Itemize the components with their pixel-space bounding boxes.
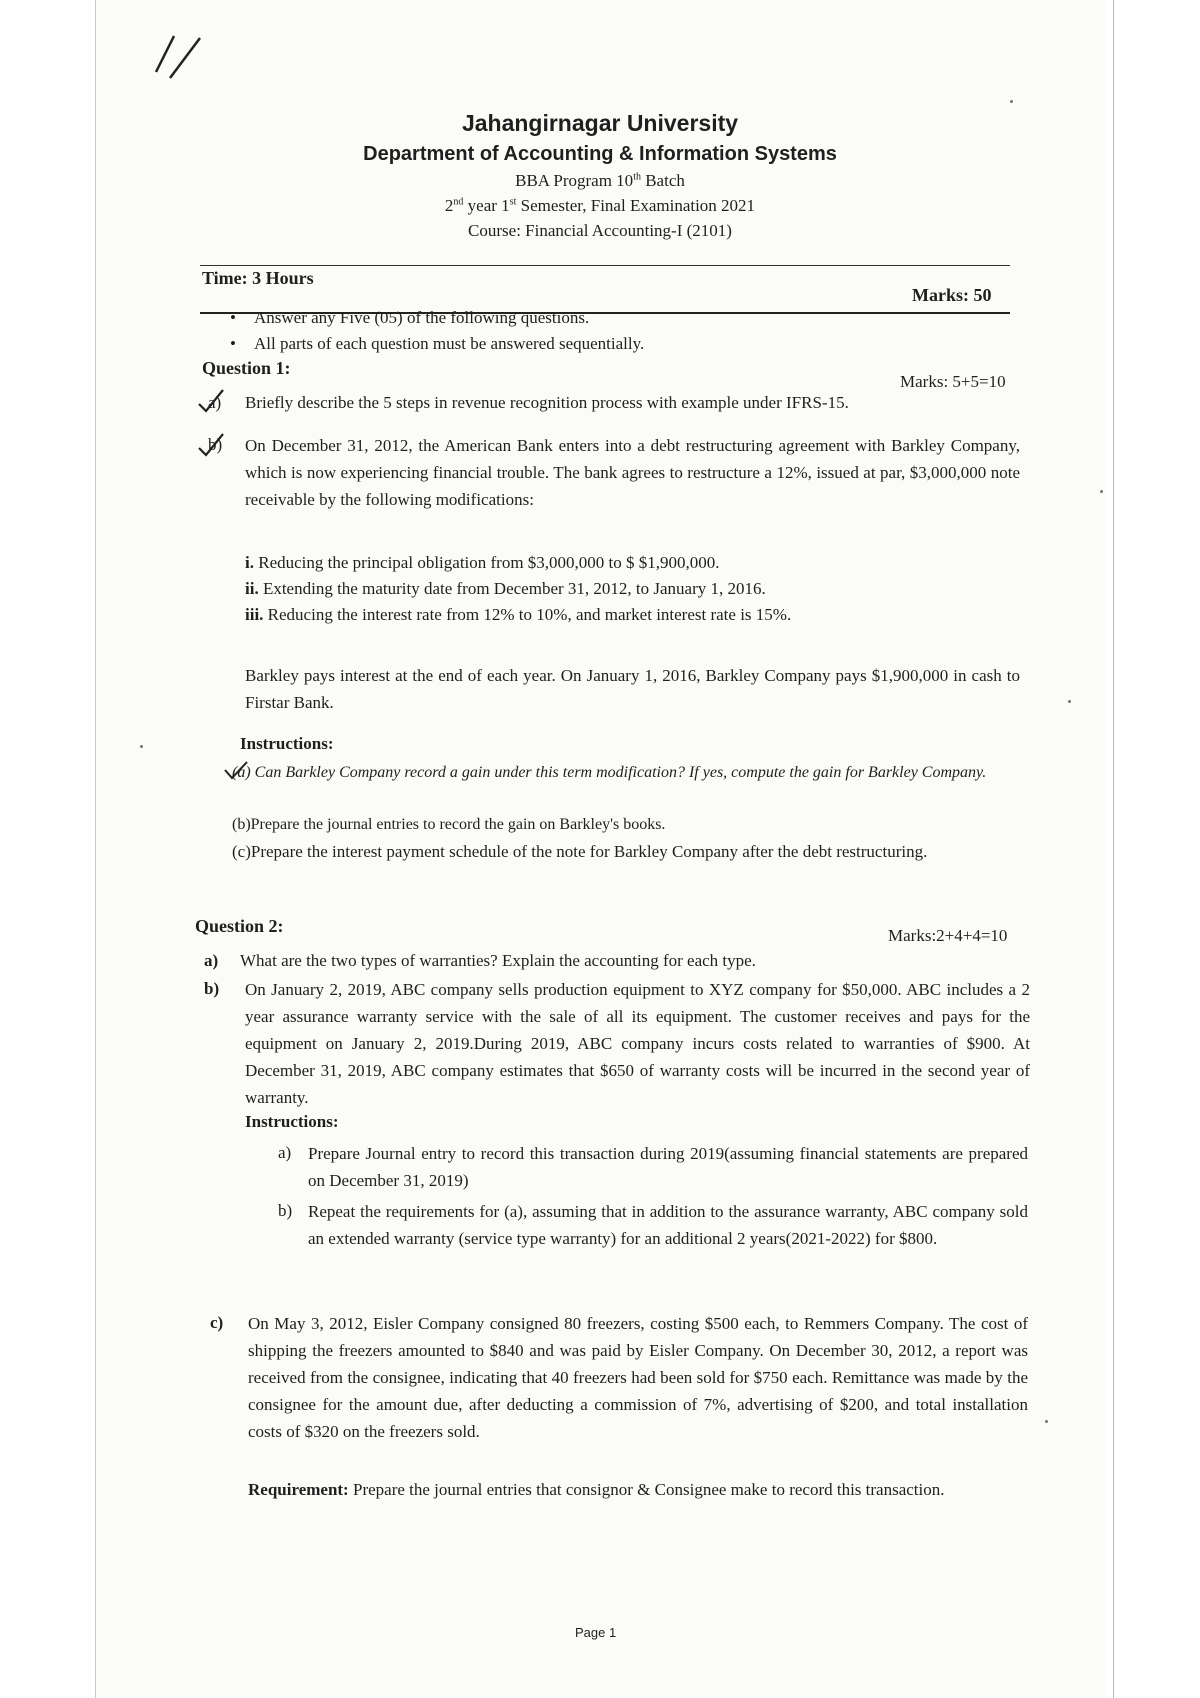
q2-inst-b-label: b) bbox=[278, 1201, 293, 1220]
instruction-item: • All parts of each question must be answered sequentially. bbox=[230, 334, 645, 353]
modification-item: iii. Reducing the interest rate from 12% to 10%, and market interest rate is 15%. bbox=[245, 605, 792, 624]
q1-modifications bbox=[245, 550, 1025, 628]
q2-a-text: What are the two types of warranties? Explain the accounting for each type. bbox=[240, 951, 756, 970]
scan-speck bbox=[1068, 700, 1071, 703]
q1-marks: Marks: 5+5=10 bbox=[900, 372, 1006, 391]
q1-payment-text: Barkley pays interest at the end of each year. On January 1, 2016, Barkley Company pays $1,900,000 in cash to Firstar Bank. bbox=[245, 666, 1020, 712]
program-line: BBA Program 10th Batch bbox=[515, 171, 685, 190]
q2-a-label: a) bbox=[204, 951, 219, 970]
scan-speck bbox=[1010, 100, 1013, 103]
q1-title: Question 1: bbox=[202, 358, 291, 378]
q2-inst-a-label: a) bbox=[278, 1143, 292, 1162]
q1-b-text: On December 31, 2012, the American Bank enters into a debt restructuring agreement with Barkley Company, which is now experiencing financial trouble. The bank agrees to restructure a 12%, issued at par, $3,000,000 note receivable by the following modifications: bbox=[245, 436, 1020, 509]
q2-c-text: On May 3, 2012, Eisler Company consigned 80 freezers, costing $500 each, to Remmers Company. The cost of shipping the freezers amounted to $840 and was paid by Eisler Company. On December 30, 2012, a report was received from the consignee, indicating that 40 freezers had been sold for $750 each. Remittance was made by the consignee for the amount due, after deducting a commission of 7%, advertising of $200, and total installation costs of $320 on the freezers sold. bbox=[248, 1314, 1028, 1441]
q2-c-label: c) bbox=[210, 1313, 224, 1332]
exam-time: Time: 3 Hours bbox=[202, 268, 314, 288]
q2-b-label: b) bbox=[204, 979, 220, 998]
q1-instruction-b: (b)Prepare the journal entries to record the gain on Barkley's books. bbox=[232, 816, 666, 833]
q2-requirement: Requirement: Prepare the journal entries that consignor & Consignee make to record this transaction. bbox=[248, 1480, 945, 1499]
scan-speck bbox=[1045, 1420, 1048, 1423]
exam-header bbox=[95, 110, 1105, 241]
instruction-item: • Answer any Five (05) of the following questions. bbox=[230, 308, 590, 327]
q2-title: Question 2: bbox=[195, 916, 284, 936]
q1-instructions-title: Instructions: bbox=[240, 734, 334, 753]
q2-instructions-title: Instructions: bbox=[245, 1112, 339, 1131]
exam-total-marks: Marks: 50 bbox=[912, 285, 992, 305]
modification-item: i. Reducing the principal obligation from $3,000,000 to $ $1,900,000. bbox=[245, 553, 720, 572]
scan-speck bbox=[1100, 490, 1103, 493]
department-name: Department of Accounting & Information Systems bbox=[363, 143, 837, 165]
q1-instruction-a: (a) Can Barkley Company record a gain under this term modification? If yes, compute the gain for Barkley Company. bbox=[232, 764, 987, 781]
q2-b-text: On January 2, 2019, ABC company sells production equipment to XYZ company for $50,000. ABC includes a 2 year assurance warranty service with the sale of all its equipment. The customer receives and pays for the equipment on January 2, 2019.During 2019, ABC company incurs costs related to warranties of $900. At December 31, 2019, ABC company estimates that $650 of warranty costs will be incurred in the second year of warranty. bbox=[245, 980, 1030, 1107]
handwritten-mark bbox=[148, 30, 208, 80]
q2-marks: Marks:2+4+4=10 bbox=[888, 926, 1008, 945]
scan-speck bbox=[140, 745, 143, 748]
modification-item: ii. Extending the maturity date from December 31, 2012, to January 1, 2016. bbox=[245, 579, 766, 598]
q1-b-label: b) bbox=[208, 435, 223, 454]
q1-a-text: Briefly describe the 5 steps in revenue recognition process with example under IFRS-15. bbox=[245, 393, 849, 412]
q2-inst-a-text: Prepare Journal entry to record this transaction during 2019(assuming financial statements are prepared on December 31, 2019) bbox=[308, 1144, 1028, 1190]
q1-a-label: a) bbox=[208, 393, 222, 412]
time-marks-rule bbox=[200, 265, 1010, 314]
page-number: Page 1 bbox=[575, 1625, 617, 1640]
q2-inst-b-text: Repeat the requirements for (a), assuming that in addition to the assurance warranty, ABC company sold an extended warranty (service type warranty) for an additional 2 years(2021-2022) for $800. bbox=[308, 1202, 1028, 1248]
course-line: Course: Financial Accounting-I (2101) bbox=[468, 221, 732, 240]
university-name: Jahangirnagar University bbox=[461, 110, 739, 136]
semester-line: 2nd year 1st Semester, Final Examination 2021 bbox=[444, 196, 756, 215]
q1-instruction-c: (c)Prepare the interest payment schedule of the note for Barkley Company after the debt restructuring. bbox=[232, 842, 928, 861]
general-instructions bbox=[230, 308, 644, 360]
